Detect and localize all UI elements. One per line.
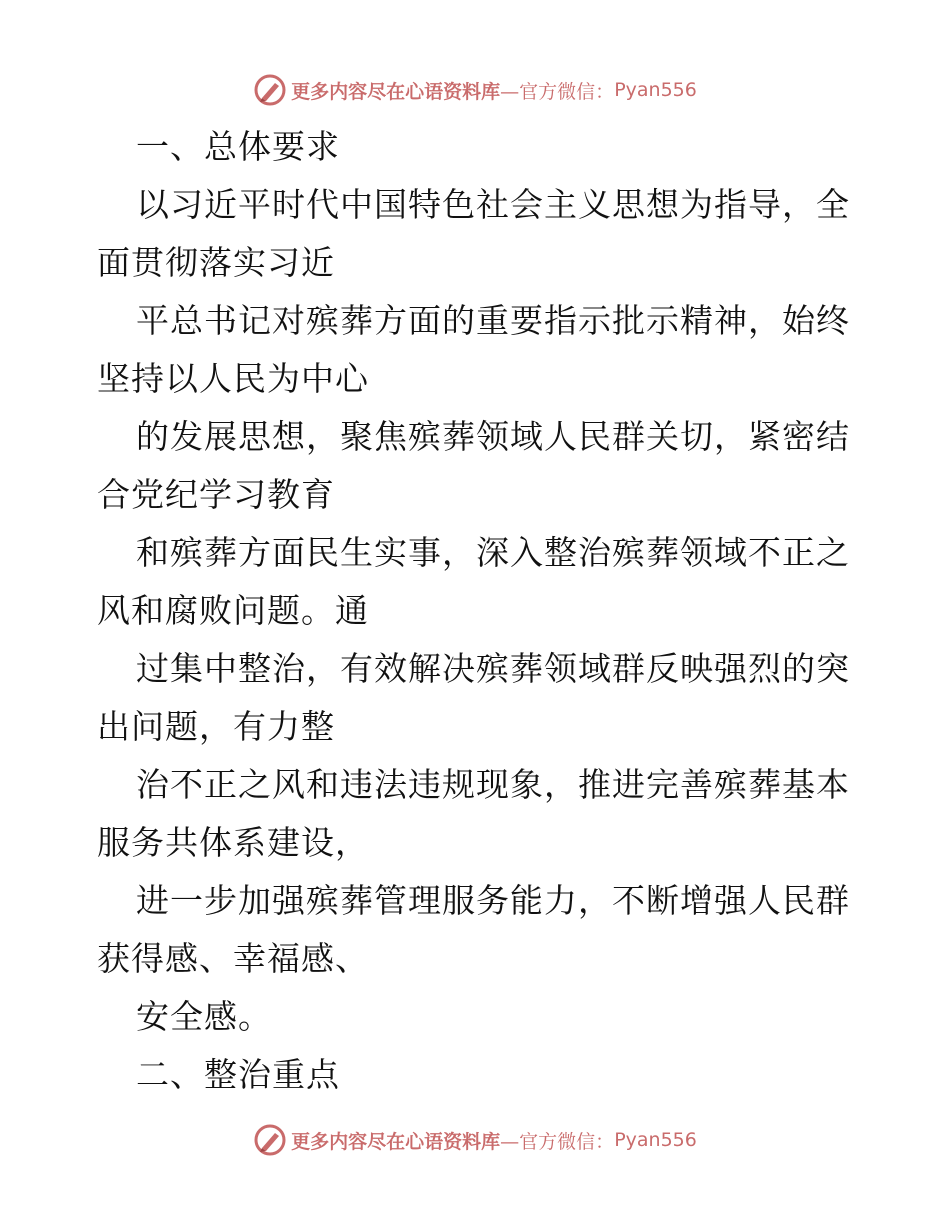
body-line: 和殡葬方面民生实事，深入整治殡葬领域不正之 [136, 533, 850, 572]
watermark-footer [0, 1120, 950, 1160]
body-line: 平总书记对殡葬方面的重要指示批示精神，始终 [136, 301, 850, 340]
document-body [97, 118, 857, 1104]
watermark-wechat-id: Pyan556 [614, 79, 697, 101]
body-line: 坚持以人民为中心 [97, 359, 369, 398]
watermark-wechat-label: —官方微信： [500, 80, 615, 103]
body-line: 出问题，有力整 [97, 707, 335, 746]
watermark-header [0, 70, 950, 110]
body-line: 治不正之风和违法违规现象，推进完善殡葬基本 [136, 765, 850, 804]
body-line: 过集中整治，有效解决殡葬领域群反映强烈的突 [136, 649, 850, 688]
body-line: 的发展思想，聚焦殡葬领域人民群关切，紧密结 [136, 417, 850, 456]
pen-circle-logo-icon [253, 73, 287, 107]
body-line: 获得感、幸福感、 [97, 939, 369, 978]
body-line: 进一步加强殡葬管理服务能力，不断增强人民群 [136, 881, 850, 920]
watermark-wechat-id: Pyan556 [614, 1129, 697, 1151]
body-line: 面贯彻落实习近 [97, 243, 335, 282]
body-line: 服务共体系建设， [97, 823, 369, 862]
section-heading-1: 一、总体要求 [136, 127, 340, 166]
body-line: 以习近平时代中国特色社会主义思想为指导，全 [136, 185, 850, 224]
pen-circle-logo-icon [253, 1123, 287, 1157]
watermark-site-name: 更多内容尽在心语资料库 [291, 80, 501, 103]
body-line: 安全感。 [136, 997, 272, 1036]
body-line: 风和腐败问题。通 [97, 591, 369, 630]
watermark-site-name: 更多内容尽在心语资料库 [291, 1130, 501, 1153]
section-heading-2: 二、整治重点 [136, 1055, 340, 1094]
watermark-wechat-label: —官方微信： [500, 1130, 615, 1153]
body-line: 合党纪学习教育 [97, 475, 335, 514]
